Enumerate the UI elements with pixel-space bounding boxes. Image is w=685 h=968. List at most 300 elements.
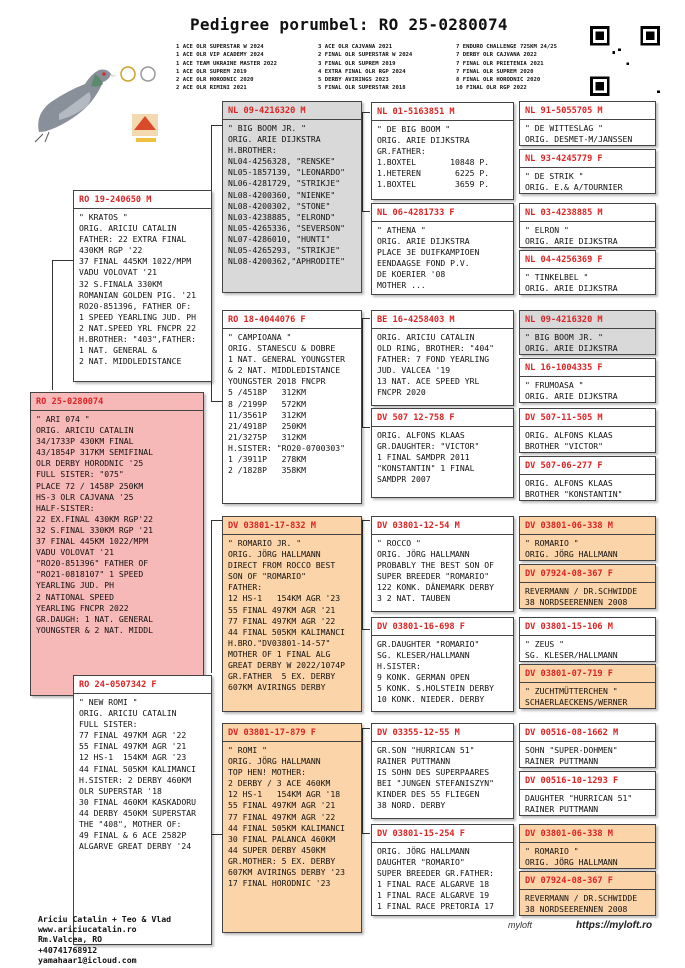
card-line: SAMDPR 2007 [377,474,431,485]
card-line: DE KOERIER '08 [377,269,446,280]
ring-number: RO 25-0280074 [36,397,104,407]
card-line: GR.DAUGHTER: "VICTOR" [377,441,480,452]
card-line: " ZEUS " [525,639,564,649]
card-divider [520,474,655,475]
pedigree-card [371,617,514,712]
card-line: ORIG. STANESCU & DOBRE [228,343,336,354]
card-line: OLR SUPERSTAR '18 [79,785,162,796]
card-line: ORIG. ARIE DIJKSTRA [377,236,470,247]
result-item: 2 ACE OLR RIMINI 2021 [176,85,247,92]
qr-code[interactable] [590,26,660,96]
ring-number: DV 00516-10-1293 F [525,776,619,786]
card-line: 2 /1828P 358KM [228,465,306,476]
card-line: " ATHENA " [377,225,426,235]
card-line: " ROMARIO " [525,538,579,548]
card-line: 1 FINAL RACE ALGARVE 18 [377,879,490,890]
pedigree-card [371,102,514,200]
card-line: GR.DAUGH: 1 NAT. GENERAL [36,613,153,624]
card-line: NL08-4200362,"APHRODITE" [228,256,345,267]
card-line: 44 FINAL 505KM KALIMANCI [79,763,196,774]
card-line: ORIG. E.& A/TOURNIER [525,182,623,193]
card-line: 430KM RGP '22 [79,245,143,256]
owner-name: Ariciu Catalin + Teo & Vlad [38,914,172,924]
card-line: NL05-4265336, "SEVERSON" [228,222,345,233]
card-line: 13 NAT. ACE SPEED YRL [377,376,480,387]
card-line: ORIG. JÖRG HALLMANN [377,846,470,856]
card-line: IS SOHN DES SUPERPAARES [377,767,490,778]
card-line: NL05-4265293, "STRIKJE" [228,245,341,256]
card-line: ALGARVE GREAT DERBY '24 [79,841,192,852]
result-item: 1 ACE TEAM UKRAINE MASTER 2022 [176,60,278,67]
pedigree-card [519,203,656,248]
card-line: NL08-4200302, "STONE" [228,200,331,211]
card-line: OLD RING, BROTHER: "404" [377,343,494,354]
card-line: YEARLING FNCPR 2022 [36,602,129,613]
card-line: 37 FINAL 445KM 1022/MPM [79,256,192,267]
card-line: 32 S.FINAL 330KM RGP '21 [36,524,153,535]
ring-number: DV 03355-12-55 M [377,728,460,738]
card-line: FULL SISTER: "075" [36,469,124,480]
card-line: DAUGHTER "HURRICAN 51" [525,793,633,803]
card-line: 21/3275P 312KM [228,431,306,442]
card-line: " ARI 074 " [36,414,90,424]
card-line: H.SISTER: "RO20-0700303" [228,442,345,453]
card-line: NL06-4281729, "STRIKJE" [228,178,341,189]
card-line: NL03-4238885, "ELROND" [228,211,336,222]
card-divider [372,426,513,427]
card-line: " KRATOS " [79,212,128,222]
ring-number: DV 03801-15-106 M [525,622,613,632]
ring-number: DV 03801-07-719 F [525,669,613,679]
card-line: 2 NAT. MIDDLEDISTANCE [79,356,182,367]
result-item: 2 FINAL OLR SUPERSTAR W 2024 [318,52,413,59]
card-divider [520,376,655,377]
card-line: ORIG. ALFONS KLAAS [525,430,613,440]
pedigree-card [519,723,656,768]
card-line: ROMANIAN GOLDEN PIG. '21 [79,289,196,300]
ring-number: DV 507 12-758 F [377,413,455,423]
card-line: 37 FINAL 445KM 1022/MPM [36,536,149,547]
connector-line [52,260,74,390]
card-divider [520,842,655,843]
card-line: 21/4918P 250KM [228,420,306,431]
card-line: ORIG. JÖRG HALLMANN [525,549,618,560]
card-line: 77 FINAL 497KM AGR '22 [79,730,187,741]
ring-number: DV 07924-08-367 F [525,876,613,886]
card-line: " CAMPIOANA " [228,332,292,342]
card-divider [520,119,655,120]
card-divider [520,268,655,269]
card-line: RAINER PUTTMANN [525,804,599,815]
card-divider [372,328,513,329]
card-divider [520,167,655,168]
card-divider [223,328,361,329]
card-line: 1 FINAL SAMDPR 2011 [377,452,470,463]
card-line: RAINER PUTTMANN [525,756,599,767]
email-link[interactable]: yamahaar1@icloud.com [38,954,137,965]
card-line: "RO21-0818107" 1 SPEED [36,569,144,580]
card-line: 44 FINAL 505KM KALIMANCI [228,822,345,833]
card-line: 607KM AVIRINGS DERBY '23 [228,867,345,878]
card-line: 122 KONK. DÄNEMARK DERBY [377,582,494,593]
card-divider [372,534,513,535]
ring-number: BE 16-4258403 M [377,315,455,325]
card-line: " NEW ROMI " [79,697,138,707]
card-line: 55 FINAL 497KM AGR '21 [228,604,336,615]
card-line: H.BROTHER: "403",FATHER: [79,334,196,345]
pedigree-card [371,310,514,406]
ring-number: DV 03801-16-698 F [377,622,465,632]
card-line: 44 FINAL 505KM KALIMANCI [228,626,345,637]
result-item: 7 FINAL OLR PRIETENIA 2021 [456,60,544,67]
card-line: RO20-851396, FATHER OF: [79,300,192,311]
card-line: GR.FATHER: [377,146,426,157]
pedigree-card [519,456,656,501]
card-divider [74,208,211,209]
card-line: 607KM AVIRINGS DERBY [228,682,326,693]
ring-number: NL 06-4281733 F [377,208,455,218]
ring-number: DV 507-06-277 F [525,461,603,471]
contact-block [38,914,171,965]
card-line: YOUNGSTER 2018 FNCPR [228,376,326,387]
card-line: 12 HS-1 154KM AGR '23 [79,752,187,763]
card-divider [520,582,655,583]
card-line: JUD. VALCEA '19 [377,365,451,376]
result-item: 1 ACE OLR SUPREM 2019 [176,68,247,75]
result-item: 4 EXTRA FINAL OLR RGP 2024 [318,68,406,75]
pedigree-card [371,203,514,295]
ring-number: DV 03801-17-832 M [228,521,316,531]
card-line: 17 FINAL HORODNIC '23 [228,878,331,889]
ring-number: NL 01-5163851 M [377,107,455,117]
card-divider [372,741,513,742]
card-divider [520,889,655,890]
card-line: NL08-4200360, "NIENKE" [228,189,336,200]
card-divider [520,789,655,790]
page-title: Pedigree porumbel: RO 25-0280074 [190,15,508,34]
card-line: 44 DERBY 450KM SUPERSTAR [79,807,196,818]
card-line: 22 EX.FINAL 430KM RGP'22 [36,513,153,524]
pedigree-card [519,871,656,916]
result-item: 5 FINAL OLR SUPERSTAR 2018 [318,85,406,92]
award-logos [118,64,170,159]
pedigree-card [73,675,212,945]
pedigree-card [73,190,212,382]
card-line: " BIG BOOM JR. " [228,123,306,133]
card-line: PROBABLY THE BEST SON OF [377,560,494,571]
pedigree-card [371,723,514,819]
card-line: NL07-4286010, "HUNTI" [228,233,331,244]
card-line: 55 FINAL 497KM AGR '21 [228,800,336,811]
pedigree-card [519,101,656,146]
card-line: ORIG. JÖRG HALLMANN [228,756,321,767]
card-line: 1 FINAL RACE ALGARVE 19 [377,890,490,901]
card-line: ORIG. ARICIU CATALIN [36,425,134,436]
card-line: " TINKELBEL " [525,272,589,282]
card-line: FATHER: 7 FOND YEARLING [377,354,490,365]
pedigree-card [519,771,656,816]
pedigree-card [371,516,514,612]
ring-number: DV 03801-15-254 F [377,829,465,839]
result-item: 3 FINAL OLR SUPREM 2019 [318,60,396,67]
card-line: SG. KLESER/HALLMANN [377,650,470,661]
card-line: 1 NAT. GENERAL & [79,345,157,356]
pedigree-card [222,516,362,712]
card-line: 30 FINAL PALANCA 460KM [228,833,336,844]
card-line: NL05-1857139, "LEONARDO" [228,167,345,178]
pedigree-card [519,824,656,869]
ring-number: DV 07924-08-367 F [525,569,613,579]
card-divider [223,119,361,120]
pedigree-card [519,358,656,403]
card-line: " BIG BOOM JR. " [525,332,603,342]
card-line: " ROCCO " [377,538,421,548]
phone: +40741768912 [38,944,98,955]
card-line: 10 KONK. NIEDER. DERBY [377,694,485,705]
card-line: "KONSTANTIN" 1 FINAL [377,463,475,474]
card-line: & 2 NAT. MIDDLEDISTANCE [228,365,341,376]
card-line: GR.SON "HURRICAN 51" [377,745,475,755]
card-line: GR.DAUGHTER "ROMARIO" [377,639,480,649]
card-divider [520,682,655,683]
pedigree-card [222,723,362,933]
card-line: 77 FINAL 497KM AGR '22 [228,615,336,626]
pedigree-card [519,250,656,295]
card-divider [372,842,513,843]
ring-number: RO 24-0507342 F [79,680,157,690]
card-divider [223,741,361,742]
card-line: H.BROTHER: [228,145,277,156]
results-col-2 [318,43,412,93]
card-line: ORIG. ARICIU CATALIN [79,708,177,719]
card-line: 1.HETEREN 6225 P. [377,168,490,179]
card-line: 5 /4518P 312KM [228,387,306,398]
card-divider [31,410,203,411]
card-divider [520,741,655,742]
card-line: THE "408", MOTHER OF: [79,819,182,830]
card-divider [372,221,513,222]
pedigree-card [519,617,656,662]
ring-number: NL 03-4238885 M [525,208,603,218]
card-line: 1 FINAL RACE PRETORIA 17 [377,901,494,912]
result-item: 3 ACE OLR CAJVANA 2021 [318,44,393,50]
myloft-logo: myloft [508,920,533,930]
card-line: 32 S.FINALA 330KM [79,278,162,289]
card-line: ORIG. DESMET-M/JANSSEN [525,134,633,145]
card-line: 38 NORD. DERBY [377,800,446,811]
card-line: 38 NORDSEERENNEN 2008 [525,597,628,608]
card-line: " ROMARIO JR. " [228,538,302,548]
card-line: 12 HS-1 154KM AGR '18 [228,789,341,800]
card-line: ORIG. ARIE DIJKSTRA [228,134,321,145]
result-item: 2 ACE OLR HORODNIC 2020 [176,77,254,84]
card-line: DIRECT FROM ROCCO BEST [228,560,336,571]
card-line: TOP HEN! MOTHER: [228,767,306,778]
result-item: 7 ENDURO CHALLENGE 725KM 24/25 [456,44,558,50]
ring-number: NL 16-1004335 F [525,363,603,373]
connector-line [362,318,370,428]
ring-number: DV 03801-06-338 M [525,521,613,531]
card-line: 2 NAT.SPEED YRL FNCPR 22 [79,322,196,333]
card-line: SG. KLESER/HALLMANN [525,650,618,661]
card-line: 11/3561P 312KM [228,409,306,420]
pedigree-card [519,408,656,453]
pedigree-card [519,664,656,709]
myloft-url[interactable]: https://myloft.ro [576,920,653,931]
card-line: MOTHER OF 1 FINAL ALG [228,648,331,659]
card-line: 44 SUPER DERBY 450KM [228,844,326,855]
pedigree-card [519,564,656,609]
card-line: BROTHER "KONSTANTIN" [525,489,623,500]
card-line: 1 SPEED YEARLING JUD. PH [79,311,196,322]
card-line: H.SISTER: 2 DERBY 460KM [79,774,192,785]
pedigree-card [519,149,656,194]
card-line: VADU VOLOVAT '21 [36,547,114,558]
card-line: 38 NORDSEERENNEN 2008 [525,904,628,915]
pedigree-card [30,392,204,696]
website-link[interactable]: www.ariciucatalin.ro [38,924,137,935]
card-line: " ROMARIO " [525,846,579,856]
card-line: 1.BOXTEL 10848 P. [377,157,490,168]
pedigree-card [371,408,514,498]
connector-line [362,112,370,212]
card-line: 2 NATIONAL SPEED [36,591,114,602]
card-line: ORIG. ALFONS KLAAS [377,430,465,440]
result-item: 5 DERBY AVIRINGS 2023 [318,77,389,84]
card-line: SON OF "ROMARIO" [228,571,306,582]
card-line: FATHER: 22 EXTRA FINAL [79,234,187,245]
card-line: ORIG. ARIE DIJKSTRA [525,236,618,247]
card-line: ORIG. ALFONS KLAAS [525,478,613,488]
card-line: REVERMANN / DR.SCHWIDDE [525,586,638,596]
card-line: 1 NAT. GENERAL YOUNGSTER [228,354,345,365]
card-line: 2 DERBY / 3 ACE 460KM [228,778,331,789]
card-divider [223,534,361,535]
card-line: GR.MOTHER: 5 EX. DERBY [228,855,336,866]
card-line: VADU VOLOVAT '21 [79,267,157,278]
ring-number: RO 18-4044076 F [228,315,306,325]
card-line: PLACE 3E DUIFKAMPIOEN [377,247,480,258]
card-line: " ELRON " [525,225,569,235]
card-line: " DE BIG BOOM " [377,124,451,134]
card-line: SCHAERLAECKENS/WERNER [525,697,628,708]
card-line: " DE WITTESLAG " [525,123,603,133]
pedigree-card [371,824,514,916]
card-divider [520,426,655,427]
card-line: 77 FINAL 497KM AGR '22 [228,811,336,822]
card-line: 9 KONK. GERMAN OPEN [377,672,470,683]
results-col-1 [176,43,277,93]
card-line: DAUGHTER "ROMARIO" [377,857,465,868]
card-divider [520,534,655,535]
card-line: 5 KONK. S.HOLSTEIN DERBY [377,683,494,694]
card-line: 12 HS-1 154KM AGR '23 [228,593,341,604]
card-line: ORIG. JÖRG HALLMANN [228,549,321,560]
card-line: FNCPR 2020 [377,387,426,398]
card-line: ORIG. ARICIU CATALIN [377,332,475,342]
card-line: FULL SISTER: [79,719,138,730]
card-line: SUPER BREEDER "ROMARIO" [377,571,490,582]
card-divider [520,328,655,329]
card-line: ORIG. ARICIU CATALIN [79,223,177,234]
card-line: SOHN "SUPER-DOHMEN" [525,745,618,755]
card-line: HS-3 OLR CAJVANA '25 [36,491,134,502]
ring-number: DV 03801-12-54 M [377,521,460,531]
card-line: "RO20-851396" FATHER OF [36,558,149,569]
ring-number: DV 507-11-505 M [525,413,603,423]
card-divider [372,635,513,636]
card-line: PLACE 72 / 1458P 250KM [36,480,144,491]
result-item: 7 FINAL OLR SUPREM 2020 [456,68,534,75]
card-line: BROTHER "VICTOR" [525,441,603,452]
card-line: " ZUCHTMÜTTERCHEN " [525,686,618,696]
ring-number: DV 03801-06-338 M [525,829,613,839]
ring-number: NL 09-4216320 M [228,106,306,116]
ring-number: DV 03801-17-879 F [228,728,316,738]
pedigree-card [519,310,656,355]
card-line: KINDER DES 55 FLIEGEN [377,789,480,800]
city: Rm.Valcea, RO [38,934,103,945]
card-line: NL04-4256328, "RENSKE" [228,156,336,167]
card-line: ORIG. JÖRG HALLMANN [377,549,470,560]
card-line: REVERMANN / DR.SCHWIDDE [525,893,638,903]
card-line: RAINER PUTTMANN [377,756,451,767]
card-line: 55 FINAL 497KM AGR '21 [79,741,187,752]
card-line: ORIG. ARIE DIJKSTRA [525,283,618,294]
pedigree-card [222,101,362,293]
card-line: HALF-SISTER: [36,502,95,513]
card-line: 34/1733P 430KM FINAL [36,436,134,447]
card-line: " FRUMOASA " [525,380,584,390]
card-line: GREAT DERBY W 2022/1074P [228,660,345,671]
card-line: OLR DERBY HORODNIC '25 [36,458,144,469]
card-line: 1 /3911P 278KM [228,454,306,465]
card-line: ORIG. ARIE DIJKSTRA [377,135,470,146]
results-col-3 [456,43,557,93]
card-divider [74,693,211,694]
card-line: GR.FATHER 5 EX. DERBY [228,671,336,682]
card-line: ORIG. ARIE DIJKSTRA [525,343,618,354]
pedigree-card [222,310,362,504]
card-divider [520,635,655,636]
card-line: EENDAAGSE FOND P.V. [377,258,470,269]
card-line: H.SISTER: [377,661,421,672]
ring-number: NL 09-4216320 M [525,315,603,325]
card-line: 3 2 NAT. TAUBEN [377,593,451,604]
card-divider [372,120,513,121]
card-line: 49 FINAL & 6 ACE 2582P [79,830,187,841]
card-line: 43/1854P 317KM SEMIFINAL [36,447,153,458]
result-item: 1 ACE OLR VIP ACADEMY 2024 [176,52,264,59]
card-line: YOUNGSTER & 2 NAT. MIDDL [36,624,153,635]
ring-number: NL 04-4256369 F [525,255,603,265]
result-item: 1 ACE OLR SUPERSTAR W 2024 [176,44,264,50]
card-line: MOTHER ... [377,280,426,291]
ring-number: NL 93-4245779 F [525,154,603,164]
card-line: BEI "JUNGEN STEFANISZYN" [377,778,494,789]
result-item: 10 FINAL OLR RGP 2022 [456,85,527,92]
ring-number: RO 19-240650 M [79,195,152,205]
card-line: H.BRO."DV03801-14-57" [228,637,331,648]
card-line: 8 /2199P 572KM [228,398,306,409]
pigeon-photo [29,44,119,144]
card-divider [520,221,655,222]
ring-number: NL 91-5055705 M [525,106,603,116]
card-line: " DE STRIK " [525,171,584,181]
card-line: ORIG. JÖRG HALLMANN [525,857,618,868]
ring-number: DV 00516-08-1662 M [525,728,619,738]
pedigree-card [519,516,656,561]
